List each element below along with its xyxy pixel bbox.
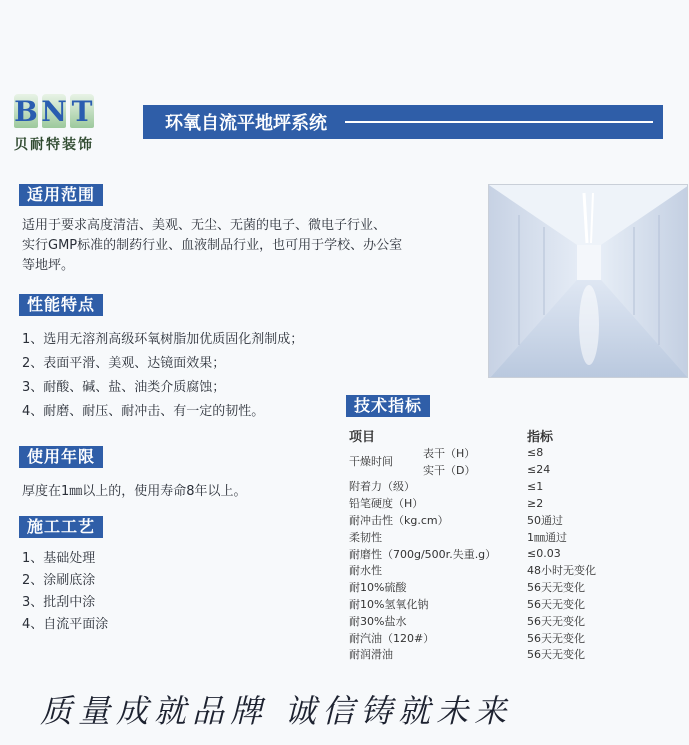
list-item: 1、基础处理: [22, 551, 96, 566]
spec-sub-names: [423, 444, 527, 478]
spec-value: 48小时无变化: [527, 564, 596, 578]
scope-line: 适用于要求高度清洁、美观、无尘、无菌的电子、微电子行业、: [22, 218, 387, 233]
scope-text: [22, 216, 482, 276]
spec-header-row: [349, 426, 649, 444]
spec-value: 56天无变化: [527, 614, 585, 628]
spec-name: 耐汽油（120#）: [349, 631, 435, 645]
spec-value: ≤24: [527, 463, 551, 476]
section-label-scope: 适用范围: [19, 184, 103, 206]
section-label-process: 施工工艺: [19, 516, 103, 538]
list-item: 2、涂刷底涂: [22, 573, 96, 588]
table-row: [349, 478, 649, 495]
spec-name: 耐冲击性（kg.cm）: [349, 513, 449, 527]
spec-value: ≤0.03: [527, 547, 561, 561]
section-label-lifespan: 使用年限: [19, 446, 103, 468]
spec-value: ≤8: [527, 446, 544, 459]
spec-sub-values: [527, 444, 649, 478]
table-row: [349, 495, 649, 512]
slogan: 质量成就品牌 诚信铸就未来: [40, 692, 513, 730]
section-label-specs: 技术指标: [346, 395, 430, 417]
table-row: [349, 579, 649, 596]
spec-name: 耐30%盐水: [349, 614, 407, 628]
spec-sub-name: 表干（H）: [423, 446, 476, 460]
features-list: [22, 328, 303, 424]
title-rule: [345, 121, 653, 123]
table-row: [349, 612, 649, 629]
spec-name: 附着力（级）: [349, 480, 415, 494]
spec-value: 1㎜通过: [527, 530, 567, 544]
spec-name: 耐水性: [349, 564, 382, 578]
spec-name: 柔韧性: [349, 530, 382, 544]
spec-value: ≥2: [527, 496, 544, 510]
logo-letter-n: N: [41, 94, 67, 128]
list-item: 1、选用无溶剂高级环氧树脂加优质固化剂制成；: [22, 332, 304, 347]
spec-value: 50通过: [527, 513, 563, 527]
spec-sub-name: 实干（D）: [423, 463, 476, 477]
spec-value: 56天无变化: [527, 581, 585, 595]
table-row: [349, 629, 649, 646]
title-banner: [143, 105, 663, 139]
spec-name: 铅笔硬度（H）: [349, 497, 424, 511]
table-row: [349, 646, 649, 663]
section-label-features: 性能特点: [19, 294, 103, 316]
spec-name: 耐润滑油: [349, 648, 393, 662]
list-item: 4、耐磨、耐压、耐冲击、有一定的韧性。: [22, 404, 265, 419]
spec-value: ≤1: [527, 479, 544, 493]
table-row: [349, 512, 649, 529]
spec-header-item: 项目: [349, 430, 376, 445]
list-item: 3、耐酸、碱、盐、油类介质腐蚀；: [22, 380, 226, 395]
scope-line: 实行GMP标准的制药行业、血液制品行业，也可用于学校、办公室: [22, 238, 403, 253]
spec-name: 耐磨性（700g/500r.失重.g）: [349, 547, 497, 561]
logo-letters: [14, 92, 134, 128]
page-title: 环氧自流平地坪系统: [165, 113, 327, 134]
table-row: [349, 562, 649, 579]
company-logo: [14, 92, 134, 162]
spec-value: 56天无变化: [527, 597, 585, 611]
spec-header-value: 指标: [527, 430, 554, 445]
logo-letter-t: T: [71, 94, 93, 128]
list-item: 4、自流平面涂: [22, 617, 109, 632]
spec-table: [349, 426, 649, 663]
lifespan-text: 厚度在1㎜以上的，使用寿命8年以上。: [22, 484, 247, 499]
table-row: [349, 545, 649, 562]
company-name: 贝耐特装饰: [14, 137, 94, 153]
scope-line: 等地坪。: [22, 258, 75, 273]
logo-letter-b: B: [14, 94, 38, 128]
corridor-illustration: [489, 185, 688, 378]
table-row: [349, 596, 649, 613]
spec-row-drying: [349, 444, 649, 478]
spec-name: 干燥时间: [349, 455, 393, 468]
spec-name: 耐10%氢氧化钠: [349, 597, 429, 611]
list-item: 2、表面平滑、美观、达镜面效果；: [22, 356, 226, 371]
corridor-photo: [488, 184, 688, 378]
spec-value: 56天无变化: [527, 631, 585, 645]
spec-value: 56天无变化: [527, 648, 585, 662]
process-list: [22, 548, 108, 636]
spec-name: 耐10%硫酸: [349, 581, 407, 595]
table-row: [349, 528, 649, 545]
list-item: 3、批刮中涂: [22, 595, 96, 610]
